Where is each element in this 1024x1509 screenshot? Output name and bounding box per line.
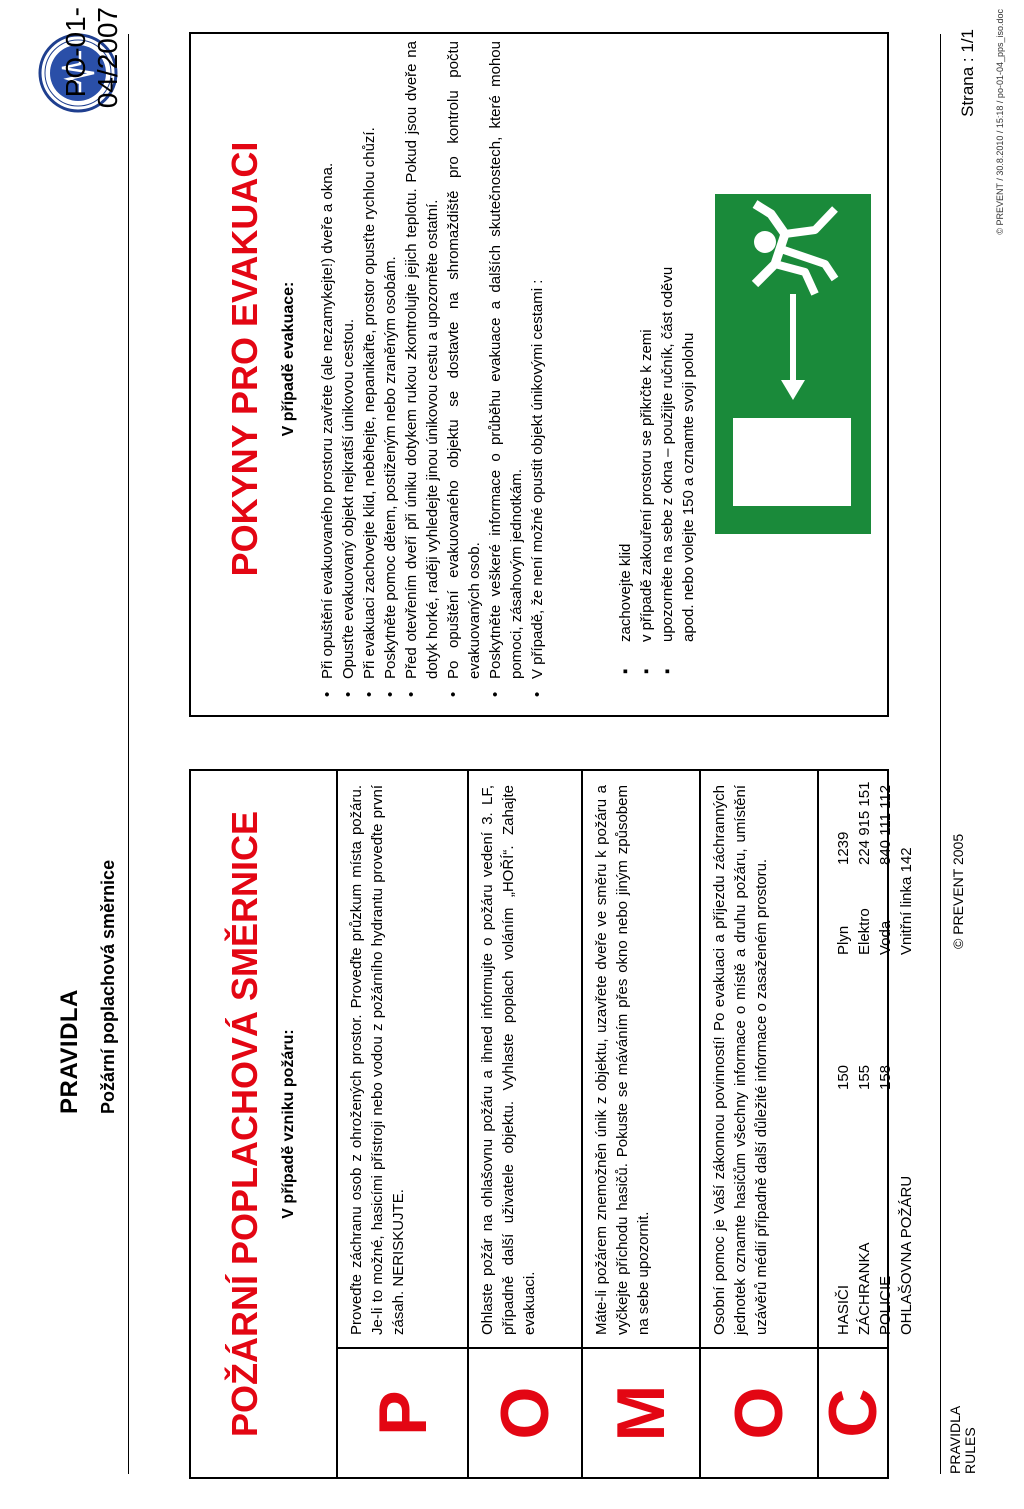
emergency-exit-sign-icon: [715, 194, 871, 534]
list-item: ▪ zachovejte klid: [615, 234, 636, 674]
pomoc-letter: O: [469, 1347, 581, 1477]
footer-doc-type-cz: PRAVIDLA: [947, 1405, 963, 1474]
contact-name: POLICIE: [877, 1275, 894, 1335]
footer-page-number: Strana : 1/1: [958, 29, 977, 117]
contact-name: Vnitřní linka 142: [898, 847, 915, 955]
contact-number: 1239: [835, 831, 852, 865]
evacuation-subheading: V případě evakuace:: [280, 281, 297, 437]
evacuation-sublist: [615, 234, 699, 674]
pomoc-row-text: Osobní pomoc je Vaší zákonnou povinností! Po evakuaci a příjezdu záchranných jednotek oznamte hasičům všechny informace o místě a druhu požáru, umístění uzávěrů médií případně další důležité informace o zasaženém prostoru.: [711, 785, 770, 1335]
document-subtitle: Požární poplachová směrnice: [98, 859, 118, 1114]
pomoc-row: [467, 771, 581, 1477]
list-item: • Poskytněte veškeré informace o průběhu evakuace a dalších skutečnostech, které mohou pomoci, zásahovým jednotkám.: [485, 41, 527, 701]
list-item: • Opusťte evakuovaný objekt nejkratší únikovou cestou.: [338, 41, 359, 701]
contact-number: 224 915 151: [856, 781, 873, 865]
pomoc-letter: P: [338, 1347, 467, 1477]
document-code: PO-01-04/2007: [60, 7, 123, 109]
list-item: • Po opuštění evakuovaného objektu se dostavte na shromaždiště pro kontrolu počtu evakuovaných osob.: [443, 41, 485, 701]
contact-number: 840 111 112: [877, 784, 894, 865]
contact-name: Elektro: [856, 908, 873, 955]
contact-number: 155: [856, 1064, 873, 1090]
list-item: • Před otevřením dveří při úniku dotykem rukou zkontrolujte jejich teplotu. Pokud jsou dveře na dotyk horké, raději vyhledejte jinou únikovou cestu a upozorněte ostatní.: [401, 41, 443, 701]
footer-file-info: © PREVENT / 30.8.2010 / 15:18 / po-01-04_pps_iso.doc: [995, 9, 1005, 235]
footer-doc-type: [948, 1406, 978, 1474]
pomoc-letter: M: [583, 1347, 699, 1477]
list-item: • Poskytněte pomoc dětem, postiženým nebo zraněným osobám.: [380, 41, 401, 701]
contact-name: OHLAŠOVNA POŽÁRU: [898, 1175, 915, 1335]
list-item: • V případě, že není možné opustit objekt únikovými cestami :: [527, 41, 548, 701]
footer-copyright: © PREVENT 2005: [950, 833, 966, 949]
pomoc-row: [815, 771, 915, 1477]
footer-divider: [940, 34, 941, 1474]
pomoc-row: [581, 771, 699, 1477]
pomoc-row-text: Máte-li požárem znemožněn únik z objektu, uzavřete dveře ve směru k požáru a vyčkejte příchodu hasičů. Pokuste se máváním přes okno nebo jiným způsobem na sebe upozornit.: [593, 785, 652, 1335]
pomoc-row-text: Ohlaste požár na ohlašovnu požáru a ihned informujte o požáru vedení 3. LF, případně další uživatele objektu. Vyhlaste poplach voláním „HOŘÍ“. Zahajte evakuaci.: [479, 785, 538, 1335]
header-divider: [128, 34, 129, 1474]
pomoc-letter: O: [701, 1347, 817, 1477]
document-title: PRAVIDLA: [56, 989, 83, 1114]
footer-doc-type-en: RULES: [962, 1427, 978, 1474]
contact-name: HASIČI: [835, 1284, 852, 1335]
fire-directive-heading: POŽÁRNÍ POPLACHOVÁ SMĚRNICE: [224, 810, 265, 1438]
pomoc-row: [699, 771, 817, 1477]
evacuation-heading: POKYNY PRO EVAKUACI: [224, 141, 265, 577]
pomoc-row-text: Proveďte záchranu osob z ohrožených prostor. Proveďte průzkum místa požáru. Je-li to možné, hasicími přístroji nebo vodou z požárního hydrantu proveďte první zásah. NERISKUJTE.: [348, 785, 407, 1335]
list-item: ▪ v případě zakouření prostoru se přikrčte k zemi: [636, 234, 657, 674]
list-item: ▪ upozorněte na sebe z okna – použijte ručník, část oděvu apod. nebo volejte 150 a oznamte svoji polohu: [657, 234, 699, 674]
contact-number: 158: [877, 1064, 894, 1090]
contact-name: ZÁCHRANKA: [856, 1242, 873, 1335]
contact-name: Plyn: [835, 925, 852, 955]
list-item: • Při opuštění evakuovaného prostoru zavřete (ale nezamykejte!) dveře a okna.: [317, 41, 338, 701]
contact-name: Voda: [877, 920, 894, 955]
list-item: • Při evakuaci zachovejte klid, neběhejte, nepanikařte, prostor opusťte rychlou chůzí.: [359, 41, 380, 701]
pomoc-letter: C: [819, 1347, 887, 1477]
evacuation-list: [317, 41, 548, 701]
pomoc-row: [336, 771, 467, 1477]
fire-directive-subheading: V případě vzniku požáru:: [280, 1029, 297, 1219]
contact-number: 150: [835, 1064, 852, 1090]
